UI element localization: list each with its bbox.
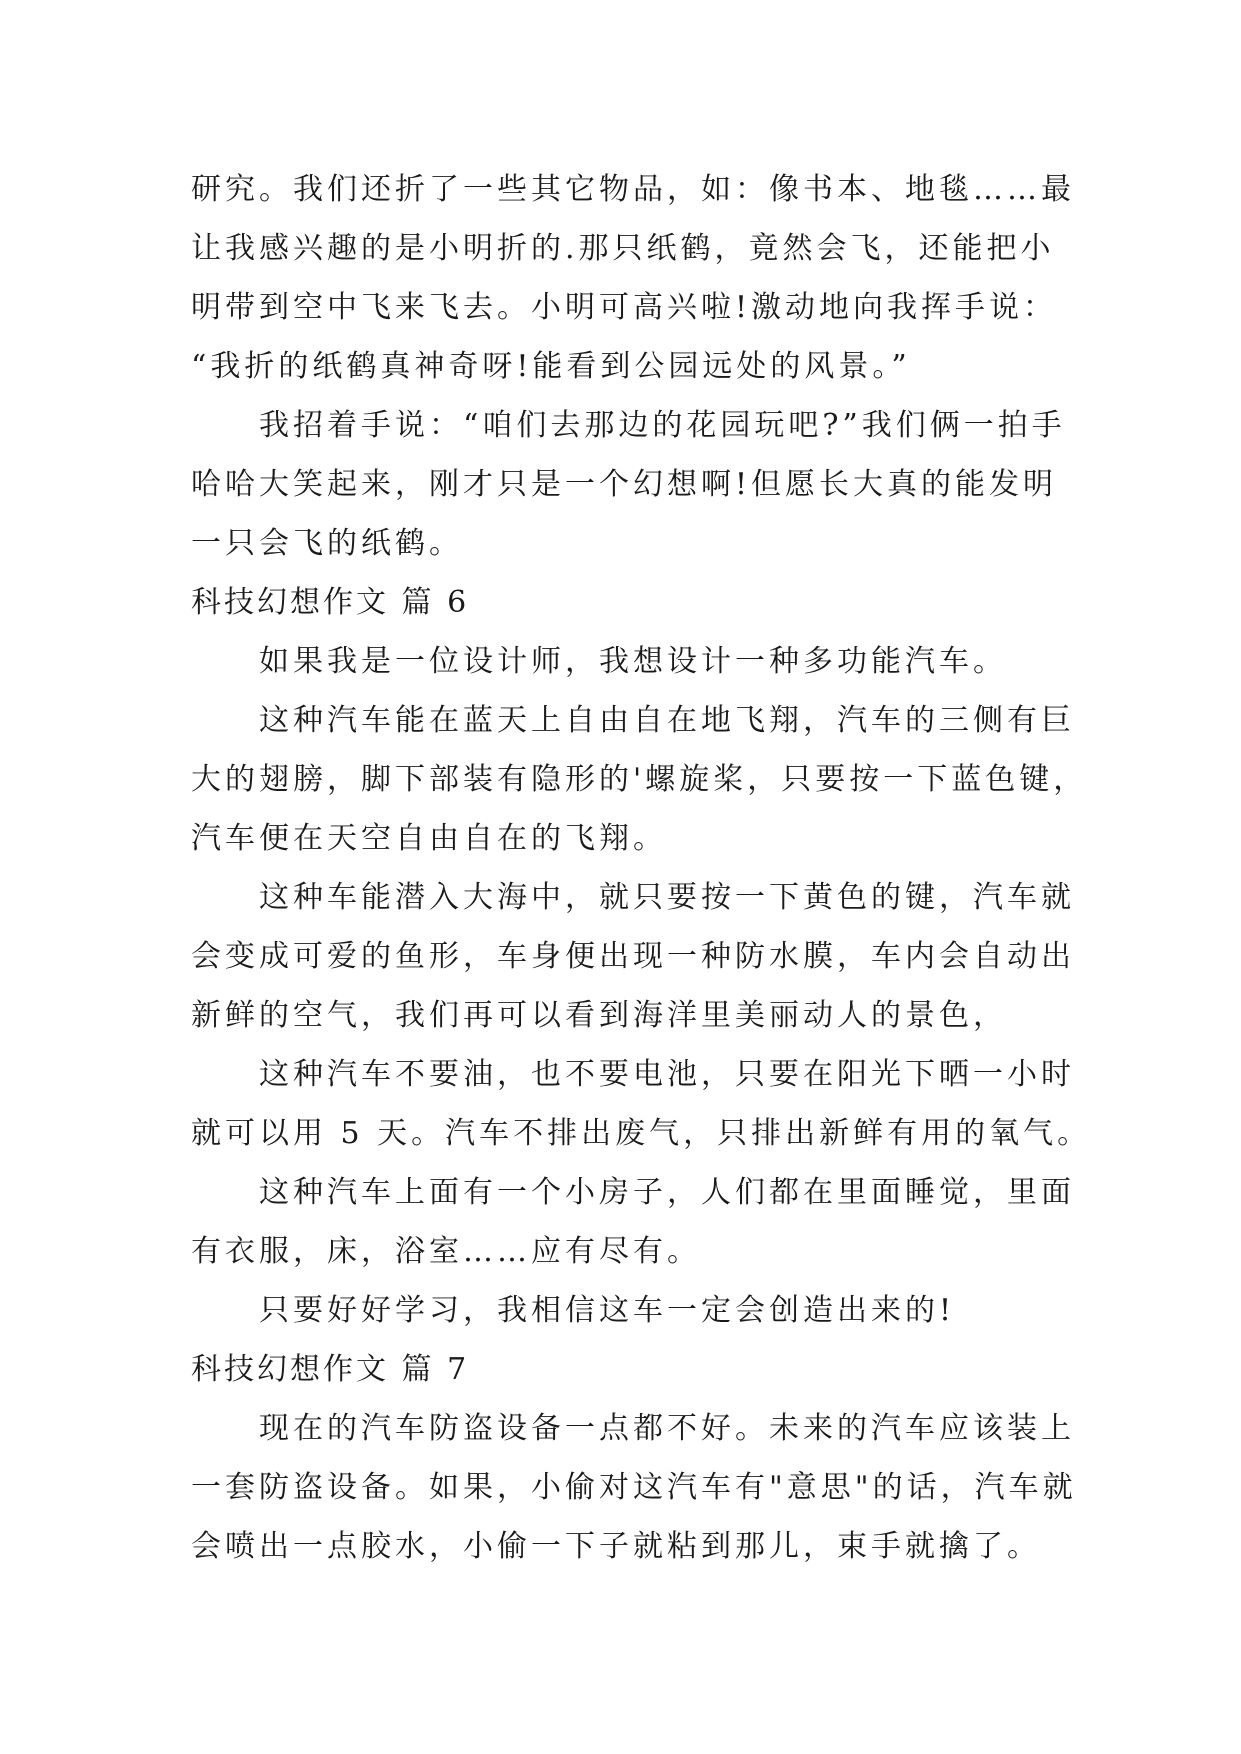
text-line: 现在的汽车防盗设备一点都不好。未来的汽车应该装上 [259, 1411, 1075, 1446]
text-line: 汽车便在天空自由自在的飞翔。 [191, 821, 667, 856]
text-line: 这种汽车上面有一个小房子，人们都在里面睡觉，里面 [259, 1175, 1075, 1210]
text-line: “我折的纸鹤真神奇呀!能看到公园远处的风景。” [191, 349, 911, 384]
paragraph [191, 1045, 1092, 1163]
text-line: 只要好好学习，我相信这车一定会创造出来的! [259, 1293, 956, 1328]
document-body [191, 160, 1092, 1576]
text-line: 有衣服，床，浴室……应有尽有。 [191, 1234, 701, 1269]
paragraph [191, 1163, 1075, 1281]
text-line: 大的翅膀，脚下部装有隐形的'螺旋桨，只要按一下蓝色键， [191, 762, 1088, 797]
text-line: 这种车能潜入大海中，就只要按一下黄色的键，汽车就 [259, 880, 1075, 915]
text-line: 我招着手说：“咱们去那边的花园玩吧?”我们俩一拍手 [259, 408, 1066, 443]
paragraph [191, 1399, 1077, 1576]
text-line: 一套防盗设备。如果，小偷对这汽车有"意思"的话，汽车就 [191, 1470, 1077, 1505]
text-line: 会变成可爱的鱼形，车身便出现一种防水膜，车内会自动出 [191, 939, 1075, 974]
text-line: 哈哈大笑起来，刚才只是一个幻想啊!但愿长大真的能发明 [191, 467, 1058, 502]
paragraph [191, 1281, 1071, 1340]
paragraph [191, 632, 1071, 691]
text-line: 新鲜的空气，我们再可以看到海洋里美丽动人的景色， [191, 998, 1007, 1033]
paragraph [191, 691, 1088, 868]
section-heading: 科技幻想作文 篇 7 [191, 1352, 470, 1387]
text-line: 这种汽车不要油，也不要电池，只要在阳光下晒一小时 [259, 1057, 1075, 1092]
text-line: 会喷出一点胶水，小偷一下子就粘到那儿，束手就擒了。 [191, 1529, 1041, 1564]
paragraph [191, 868, 1075, 1045]
text-line: 这种汽车能在蓝天上自由自在地飞翔，汽车的三侧有巨 [259, 703, 1075, 738]
text-line: 如果我是一位设计师，我想设计一种多功能汽车。 [259, 644, 1007, 679]
paragraph [191, 396, 1071, 573]
text-line: 让我感兴趣的是小明折的.那只纸鹤，竟然会飞，还能把小 [191, 231, 1055, 266]
section-heading: 科技幻想作文 篇 6 [191, 585, 470, 620]
text-line: 就可以用 5 天。汽车不排出废气，只排出新鲜有用的氧气。 [191, 1116, 1092, 1151]
text-line: 明带到空中飞来飞去。小明可高兴啦!激动地向我挥手说： [191, 290, 1058, 325]
text-line: 研究。我们还折了一些其它物品，如：像书本、地毯……最 [191, 172, 1075, 207]
text-line: 一只会飞的纸鹤。 [191, 526, 463, 561]
paragraph [191, 160, 1075, 396]
